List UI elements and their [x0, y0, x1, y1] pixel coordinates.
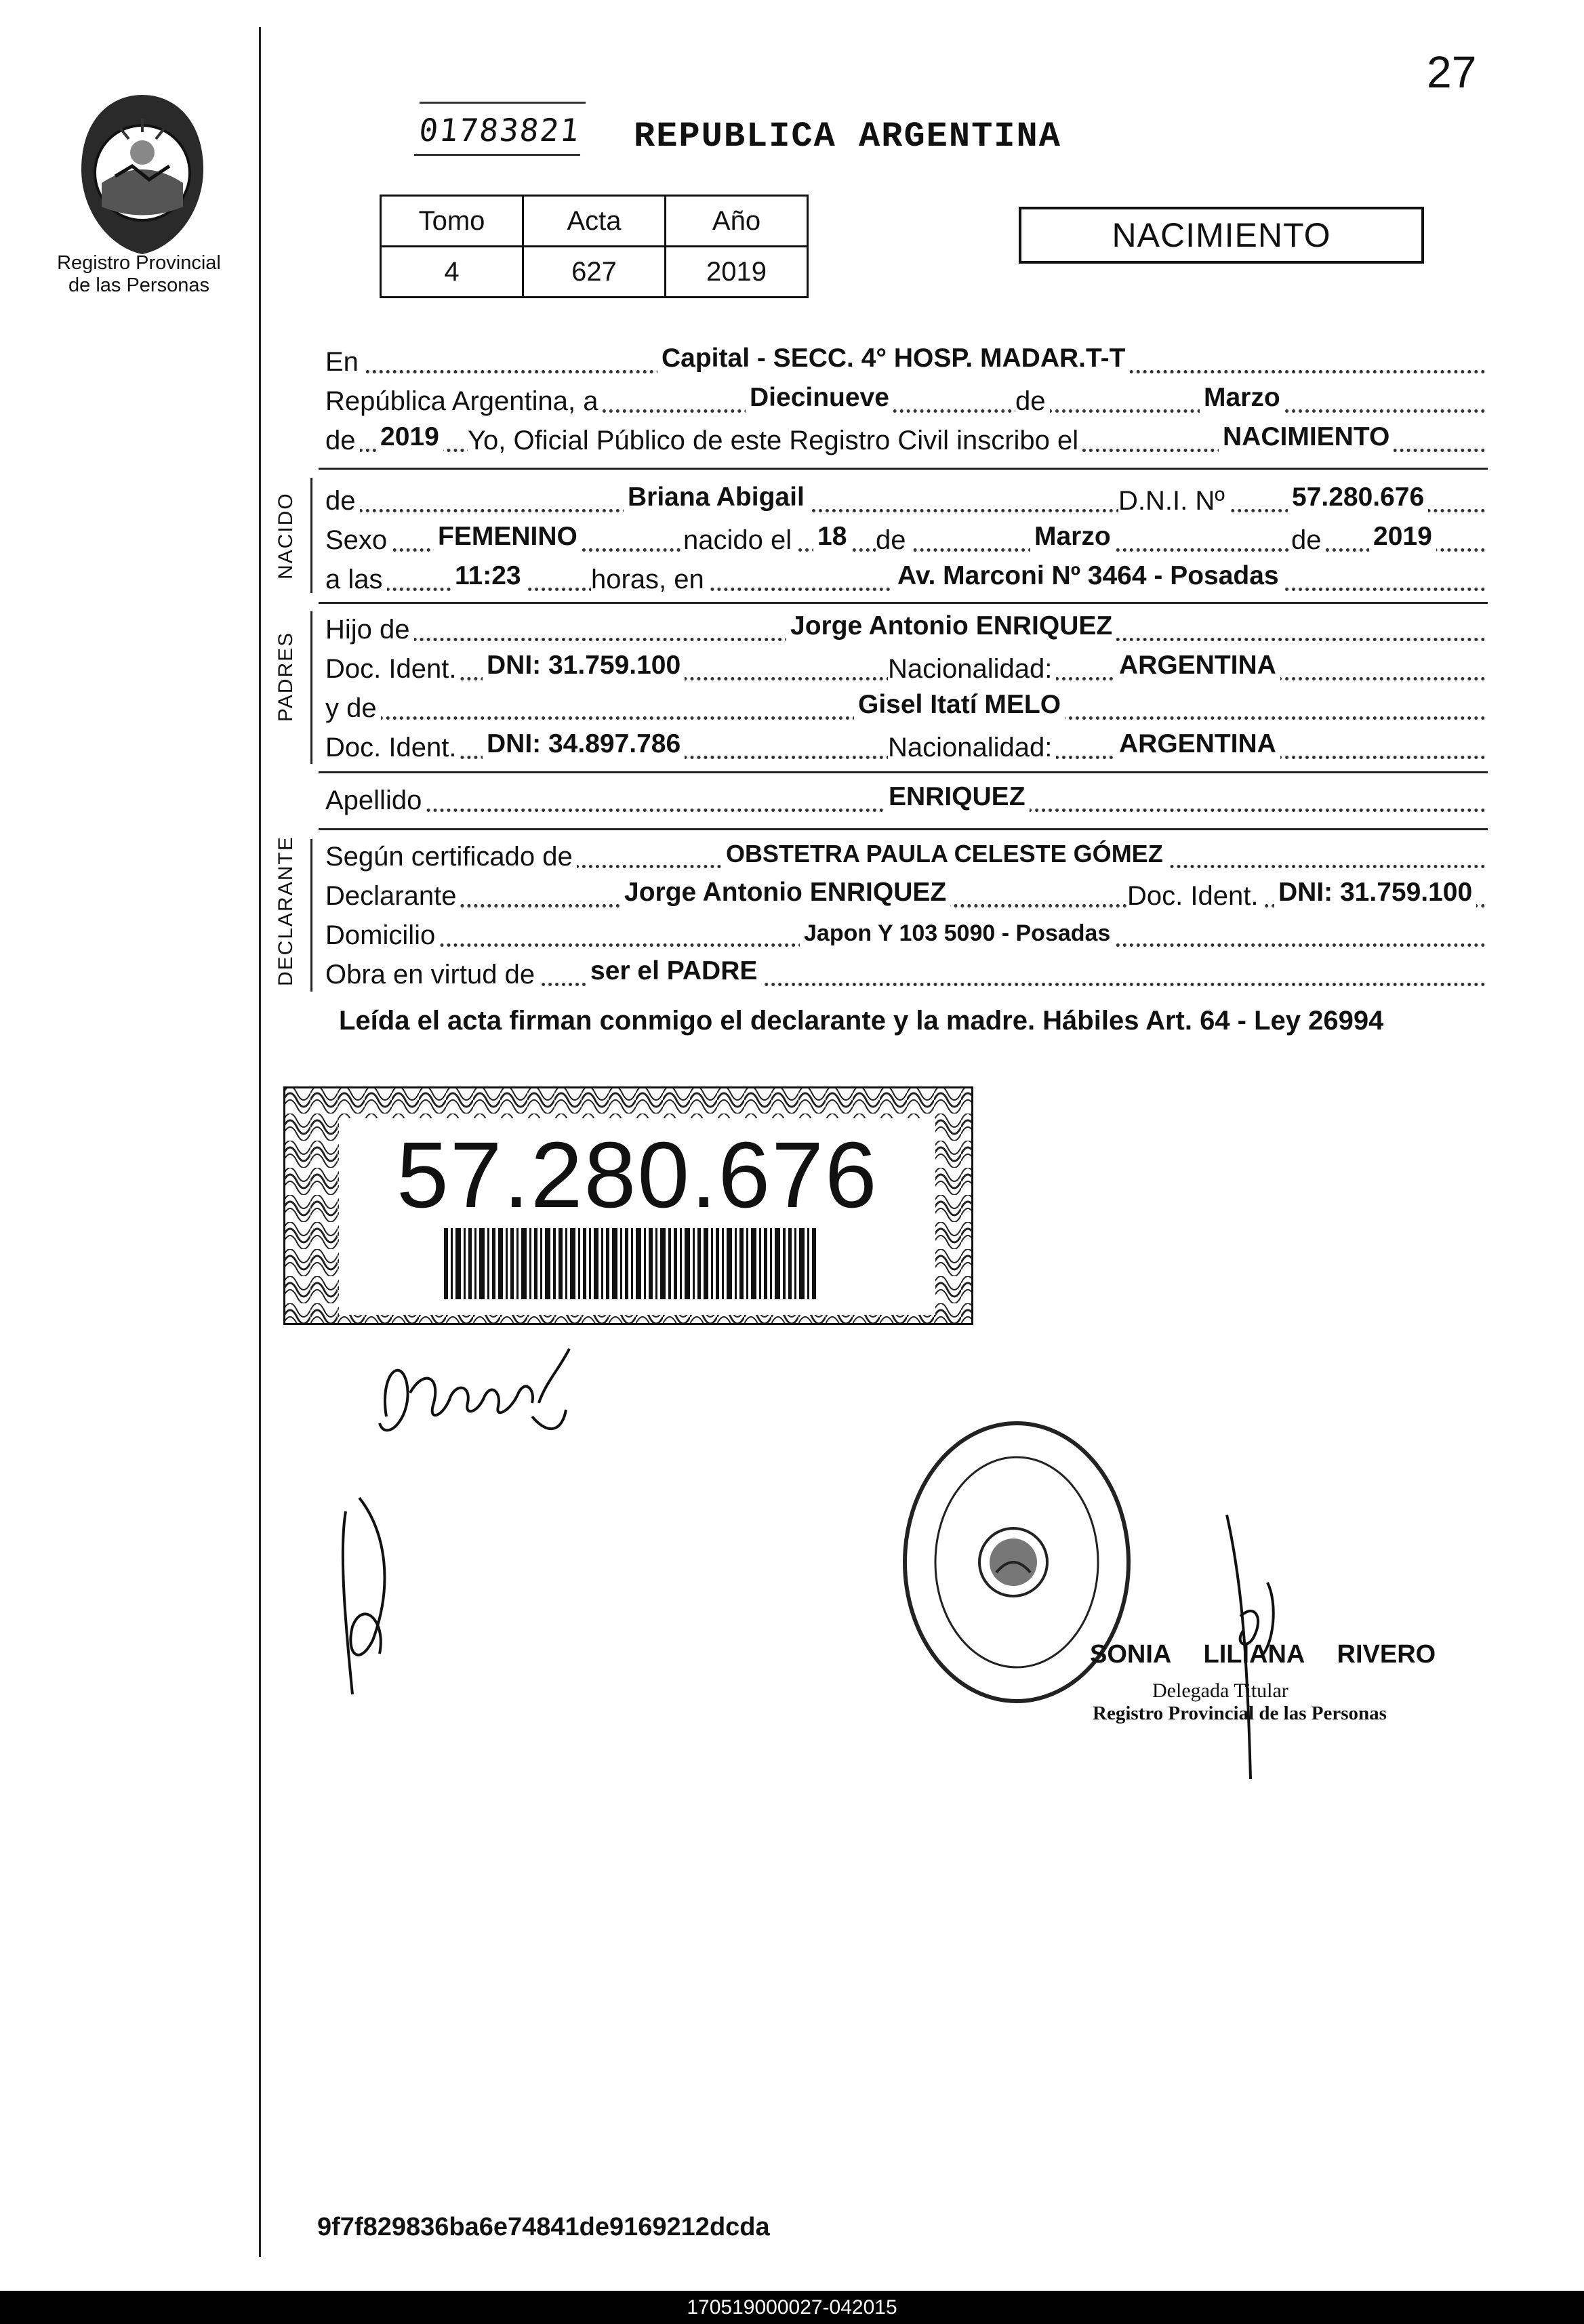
register-value-ano: 2019	[666, 247, 808, 298]
de-label: de	[1015, 386, 1050, 417]
dni-label: D.N.I. Nº	[1118, 486, 1229, 516]
act-type-box: NACIMIENTO	[1019, 207, 1424, 264]
father-doc: DNI: 31.759.100	[483, 651, 685, 680]
father-label: Hijo de	[325, 615, 414, 645]
certificate-value: OBSTETRA PAULA CELESTE GÓMEZ	[722, 840, 1167, 868]
surname-label: Apellido	[325, 786, 426, 816]
born-de-label-2: de	[1291, 525, 1326, 556]
register-value-tomo: 4	[381, 247, 523, 298]
child-name-row	[325, 481, 1486, 519]
father-doc-label: Doc. Ident.	[325, 654, 460, 685]
surname-row	[325, 781, 1486, 819]
child-dni: 57.280.676	[1288, 483, 1428, 512]
mother-row	[325, 689, 1486, 727]
country-label: República Argentina, a	[325, 386, 603, 417]
year-value: 2019	[376, 422, 443, 452]
role-label: Obra en virtud de	[325, 960, 539, 990]
mother-nationality: ARGENTINA	[1115, 729, 1280, 759]
logo-caption: Registro Provincial de las Personas	[57, 252, 221, 296]
padres-bracket	[310, 611, 312, 764]
sex-value: FEMENINO	[434, 522, 582, 552]
act-value: NACIMIENTO	[1219, 422, 1394, 452]
father-row	[325, 610, 1486, 648]
father-name: Jorge Antonio ENRIQUEZ	[786, 611, 1116, 641]
born-month: Marzo	[1030, 522, 1115, 552]
hours-label: horas, en	[591, 565, 708, 595]
month-value: Marzo	[1200, 383, 1284, 413]
time-row	[325, 560, 1486, 598]
divider	[319, 468, 1488, 470]
margin-line	[259, 27, 261, 2257]
address-label: Domicilio	[325, 920, 439, 951]
declarante-bracket	[310, 839, 312, 992]
officer-organization: Registro Provincial de las Personas	[1093, 1703, 1387, 1724]
register-header-acta: Acta	[523, 196, 666, 247]
child-name: Briana Abigail	[624, 483, 809, 512]
register-value-acta: 627	[523, 247, 666, 298]
page-number: 27	[1427, 47, 1477, 97]
closing-note: Leída el acta firman conmigo el declarante y la madre. Hábiles Art. 64 - Ley 26994	[339, 1006, 1384, 1036]
dni-label-number: 57.280.676	[397, 1123, 878, 1227]
declarant-row	[325, 876, 1486, 914]
certificate-label: Según certificado de	[325, 842, 577, 872]
divider	[319, 771, 1488, 773]
role-value: ser el PADRE	[586, 956, 761, 986]
born-de-label: de	[876, 525, 910, 556]
padres-section-label: PADRES	[275, 631, 297, 722]
footer-code: 170519000027-042015	[0, 2291, 1584, 2324]
officer-role: Delegada Titular	[1152, 1679, 1288, 1702]
register-header-row	[381, 196, 808, 247]
serial-number: 01783821	[414, 102, 586, 156]
mother-doc-row	[325, 728, 1486, 766]
declarant-label: Declarante	[325, 881, 460, 912]
time-value: 11:23	[451, 561, 525, 591]
divider	[319, 602, 1488, 604]
sex-label: Sexo	[325, 525, 391, 556]
birth-place: Av. Marconi Nº 3464 - Posadas	[893, 561, 1283, 591]
place-value: Capital - SECC. 4° HOSP. MADAR.T-T	[657, 344, 1129, 373]
born-label: nacido el	[683, 525, 796, 556]
child-name-label: de	[325, 486, 360, 516]
place-row	[325, 342, 1486, 380]
day-value: Diecinueve	[746, 383, 893, 413]
father-nationality: ARGENTINA	[1115, 651, 1280, 680]
coat-of-arms-logo	[75, 88, 210, 258]
nacido-section-label: NACIDO	[275, 492, 297, 579]
date-row	[325, 382, 1486, 420]
year-label: de	[325, 426, 360, 456]
declarant-doc: DNI: 31.759.100	[1274, 878, 1476, 908]
mother-doc-label: Doc. Ident.	[325, 733, 460, 763]
mother-name: Gisel Itatí MELO	[854, 690, 1065, 720]
declarant-signature	[359, 1328, 596, 1464]
register-value-row	[381, 247, 808, 298]
officer-name: SONIA LILIANA RIVERO	[1090, 1640, 1436, 1669]
mother-label: y de	[325, 693, 381, 724]
sex-row	[325, 521, 1486, 558]
document-hash: 9f7f829836ba6e74841de9169212dcda	[317, 2213, 770, 2241]
declarante-section-label: DECLARANTE	[275, 836, 297, 986]
country-title: REPUBLICA ARGENTINA	[634, 117, 1061, 157]
register-header-ano: Año	[666, 196, 808, 247]
declarant-name: Jorge Antonio ENRIQUEZ	[620, 878, 950, 908]
surname-value: ENRIQUEZ	[885, 782, 1030, 812]
declarant-doc-label: Doc. Ident.	[1127, 881, 1262, 912]
father-nat-label: Nacionalidad:	[888, 654, 1056, 685]
born-year: 2019	[1369, 522, 1436, 552]
register-table	[380, 195, 809, 298]
nacido-bracket	[310, 478, 312, 593]
register-header-tomo: Tomo	[381, 196, 523, 247]
place-label: En	[325, 347, 363, 378]
statement-text: Yo, Oficial Público de este Registro Civil inscribo el	[468, 426, 1082, 456]
mother-signature	[332, 1491, 413, 1715]
born-day: 18	[813, 522, 851, 552]
mother-nat-label: Nacionalidad:	[888, 733, 1056, 763]
role-row	[325, 955, 1486, 993]
barcode	[444, 1228, 817, 1299]
statement-row	[325, 421, 1486, 459]
address-row	[325, 916, 1486, 954]
father-doc-row	[325, 649, 1486, 687]
divider	[319, 828, 1488, 830]
mother-doc: DNI: 34.897.786	[483, 729, 685, 759]
time-label: a las	[325, 565, 387, 595]
certificate-row	[325, 837, 1486, 875]
address-value: Japon Y 103 5090 - Posadas	[800, 920, 1114, 947]
